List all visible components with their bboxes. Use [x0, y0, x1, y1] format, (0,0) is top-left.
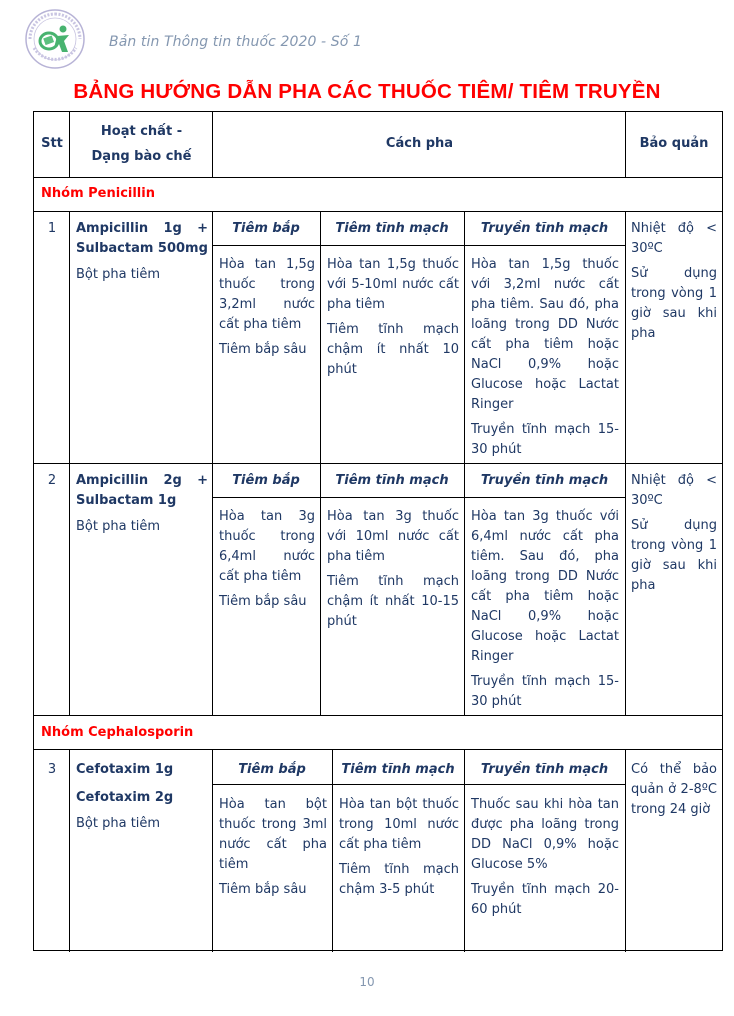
method-paragraph: Truyền tĩnh mạch 15-30 phút	[471, 422, 619, 457]
method-text	[327, 507, 459, 637]
divider	[212, 211, 213, 463]
method-paragraph: Tiêm tĩnh mạch chậm ít nhất 10-15 phút	[327, 574, 459, 629]
storage-paragraph: Sử dụng trong vòng 1 giờ sau khi pha	[631, 518, 717, 593]
method-paragraph: Tiêm bắp sâu	[219, 342, 307, 357]
method-text	[219, 507, 315, 617]
drug-cell	[76, 219, 208, 289]
method-paragraph: Hòa tan 1,5g thuốc với 3,2ml nước cất pha tiêm. Sau đó, pha loãng trong DD Nước cất pha tiêm hoặc NaCl 0,9% hoặc Glucose hoặc Lactat Ringer	[471, 257, 619, 412]
drug-cell	[76, 760, 208, 838]
method-paragraph: Hòa tan 1,5g thuốc với 5-10ml nước cất pha tiêm	[327, 257, 459, 312]
divider	[69, 112, 70, 177]
method-paragraph: Hòa tan 3g thuốc với 10ml nước cất pha tiêm	[327, 509, 459, 564]
header-active-line1: Hoạt chất -	[100, 124, 183, 139]
header-active-line2: Dạng bào chế	[91, 149, 192, 164]
drug-cell	[76, 471, 208, 541]
storage-text	[631, 219, 717, 349]
method-paragraph: Tiêm tĩnh mạch chậm 3-5 phút	[339, 862, 459, 897]
method-paragraph: Hòa tan bột thuốc trong 3ml nước cất pha tiêm	[219, 797, 327, 872]
method-paragraph: Thuốc sau khi hòa tan được pha loãng trong DD NaCl 0,9% hoặc Glucose 5%	[471, 797, 619, 872]
divider	[212, 784, 625, 785]
drug-name: Ampicillin 2g + Sulbactam 1g	[76, 473, 208, 508]
method-label: Tiêm bắp	[232, 221, 300, 236]
method-label: Truyền tĩnh mạch	[480, 762, 609, 777]
method-paragraph: Truyền tĩnh mạch 15-30 phút	[471, 674, 619, 709]
storage-paragraph: Có thể bảo quản ở 2-8ºC trong 24 giờ	[631, 762, 717, 817]
row-number: 3	[47, 762, 57, 777]
row-number: 2	[47, 473, 57, 488]
group-penicillin: Nhóm Penicillin	[41, 186, 155, 201]
storage-text	[631, 471, 717, 601]
divider	[69, 463, 70, 715]
method-label: Tiêm bắp	[232, 473, 300, 488]
method-text	[219, 795, 327, 905]
divider	[320, 463, 321, 715]
method-text	[339, 795, 459, 905]
divider	[320, 211, 321, 463]
dilution-guide-table	[33, 111, 723, 951]
divider	[69, 211, 70, 463]
storage-paragraph: Nhiệt độ < 30ºC	[631, 221, 717, 256]
method-paragraph: Hòa tan 3g thuốc trong 6,4ml nước cất pha tiêm	[219, 509, 315, 584]
method-text	[471, 255, 619, 465]
method-text	[471, 507, 619, 717]
method-paragraph: Tiêm bắp sâu	[219, 882, 307, 897]
divider	[212, 245, 625, 246]
document-title: BẢNG HƯỚNG DẪN PHA CÁC THUỐC TIÊM/ TIÊM TRUYỀN	[73, 80, 661, 103]
method-label: Tiêm tĩnh mạch	[335, 473, 449, 488]
dosage-form: Bột pha tiêm	[76, 816, 161, 831]
divider	[212, 463, 213, 715]
method-paragraph: Hòa tan bột thuốc trong 10ml nước cất pha tiêm	[339, 797, 459, 852]
drug-name: Cefotaxim 1g	[76, 762, 174, 777]
method-paragraph: Tiêm bắp sâu	[219, 594, 307, 609]
method-paragraph: Tiêm tĩnh mạch chậm ít nhất 10 phút	[327, 322, 459, 377]
divider	[212, 112, 213, 177]
method-text	[327, 255, 459, 385]
header-storage: Bảo quản	[639, 136, 709, 151]
divider	[625, 112, 626, 177]
dosage-form: Bột pha tiêm	[76, 267, 161, 282]
method-text	[219, 255, 315, 365]
bulletin-title: Bản tin Thông tin thuốc 2020 - Số 1	[109, 34, 362, 50]
drug-name: Ampicillin 1g + Sulbactam 500mg	[76, 221, 208, 256]
method-label: Tiêm tĩnh mạch	[335, 221, 449, 236]
method-text	[471, 795, 619, 925]
divider	[625, 463, 626, 715]
divider	[212, 497, 625, 498]
header-method: Cách pha	[385, 136, 454, 151]
divider	[34, 715, 722, 716]
method-label: Truyền tĩnh mạch	[480, 221, 609, 236]
page-number: 10	[359, 975, 375, 989]
header-active-ingredient	[70, 119, 213, 169]
method-paragraph: Truyền tĩnh mạch 20-60 phút	[471, 882, 619, 917]
method-label: Truyền tĩnh mạch	[480, 473, 609, 488]
divider	[34, 749, 722, 750]
dosage-form: Bột pha tiêm	[76, 519, 161, 534]
method-label: Tiêm tĩnh mạch	[341, 762, 455, 777]
divider	[464, 211, 465, 463]
drug-name: Cefotaxim 2g	[76, 790, 174, 805]
storage-paragraph: Nhiệt độ < 30ºC	[631, 473, 717, 508]
divider	[625, 211, 626, 463]
divider	[625, 749, 626, 952]
health-center-logo	[24, 8, 86, 70]
divider	[34, 463, 722, 464]
divider	[34, 177, 722, 178]
divider	[34, 211, 722, 212]
storage-paragraph: Sử dụng trong vòng 1 giờ sau khi pha	[631, 266, 717, 341]
row-number: 1	[47, 221, 57, 236]
divider	[464, 463, 465, 715]
storage-text	[631, 760, 717, 825]
group-cephalosporin: Nhóm Cephalosporin	[41, 725, 194, 740]
method-label: Tiêm bắp	[238, 762, 306, 777]
header-stt: Stt	[41, 136, 63, 151]
method-paragraph: Hòa tan 1,5g thuốc trong 3,2ml nước cất pha tiêm	[219, 257, 315, 332]
method-paragraph: Hòa tan 3g thuốc với 6,4ml nước cất pha tiêm. Sau đó, pha loãng trong DD Nước cất pha tiêm hoặc NaCl 0,9% hoặc Glucose hoặc Lactat Ringer	[471, 509, 619, 664]
